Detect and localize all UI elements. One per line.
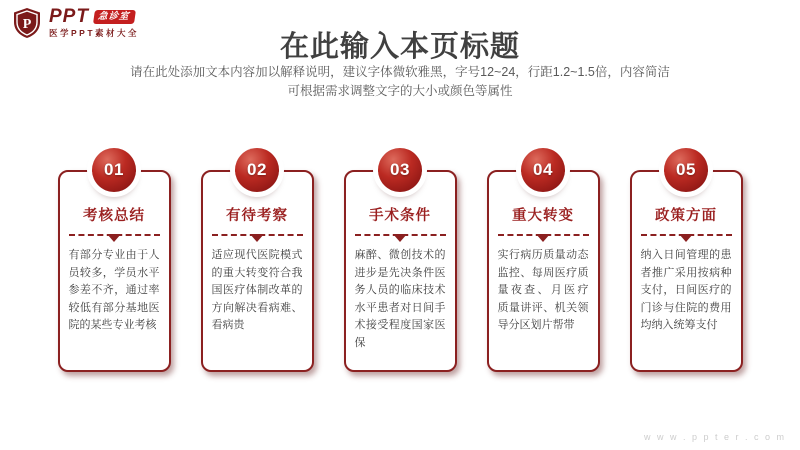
card-2-divider [212, 234, 303, 236]
card-5-number-badge: 05 [664, 148, 708, 192]
card-2-number-badge: 02 [235, 148, 279, 192]
watermark: w w w . p p t e r . c o m [643, 432, 786, 442]
subtitle-line-1: 请在此处添加文本内容加以解释说明，建议字体微软雅黑，字号12~24，行距1.2~1.5倍，内容简洁 [130, 65, 670, 79]
card-3-body: 麻醉、微创技术的进步是先决条件医务人员的临床技术水平患者对日间手术接受程度国家医保 [354, 249, 446, 349]
card-1 [58, 148, 171, 372]
card-1-number-badge: 01 [92, 148, 136, 192]
card-5-divider [641, 234, 732, 236]
card-3-title: 手术条件 [369, 208, 431, 224]
card-3 [344, 148, 457, 372]
triangle-down-icon [536, 234, 550, 242]
card-5-title: 政策方面 [655, 208, 717, 224]
card-3-divider [355, 234, 446, 236]
card-4-number-badge: 04 [521, 148, 565, 192]
brand-name: PPT [49, 6, 89, 27]
brand-badge: 急诊室 [93, 10, 135, 24]
card-2 [201, 148, 314, 372]
triangle-down-icon [679, 234, 693, 242]
subtitle-line-2: 可根据需求调整文字的大小或颜色等属性 [287, 84, 513, 99]
card-4-body: 实行病历质量动态监控、每周医疗质量夜查、月医疗 质量讲评、机关领导分区划片帮带 [497, 249, 589, 332]
card-4-divider [498, 234, 589, 236]
brand-tagline: 医学PPT素材大全 [49, 28, 140, 38]
card-4-title: 重大转变 [512, 208, 574, 224]
svg-text:P: P [22, 17, 32, 32]
card-2-body: 适应现代医院模式的重大转变符合我国医疗体制改革的方向解决看病难、看病贵 [211, 249, 303, 332]
card-1-title: 考核总结 [83, 208, 145, 224]
page-subtitle [0, 63, 800, 102]
triangle-down-icon [107, 234, 121, 242]
card-5-body: 纳入日间管理的患者推广采用按病种支付，日间医疗的门诊与住院的费用均纳入统筹支付 [640, 249, 732, 332]
card-1-body: 有部分专业由于人员较多，学员水平参差不齐，通过率较低有部分基地医院的某些专业考核 [68, 249, 160, 332]
page-title: 在此输入本页标题 [279, 31, 520, 63]
triangle-down-icon [393, 234, 407, 242]
card-2-title: 有待考察 [226, 208, 288, 224]
card-3-number-badge: 03 [378, 148, 422, 192]
triangle-down-icon [250, 234, 264, 242]
card-5 [630, 148, 743, 372]
cards-row [0, 148, 800, 372]
card-1-divider [69, 234, 160, 236]
card-4 [487, 148, 600, 372]
